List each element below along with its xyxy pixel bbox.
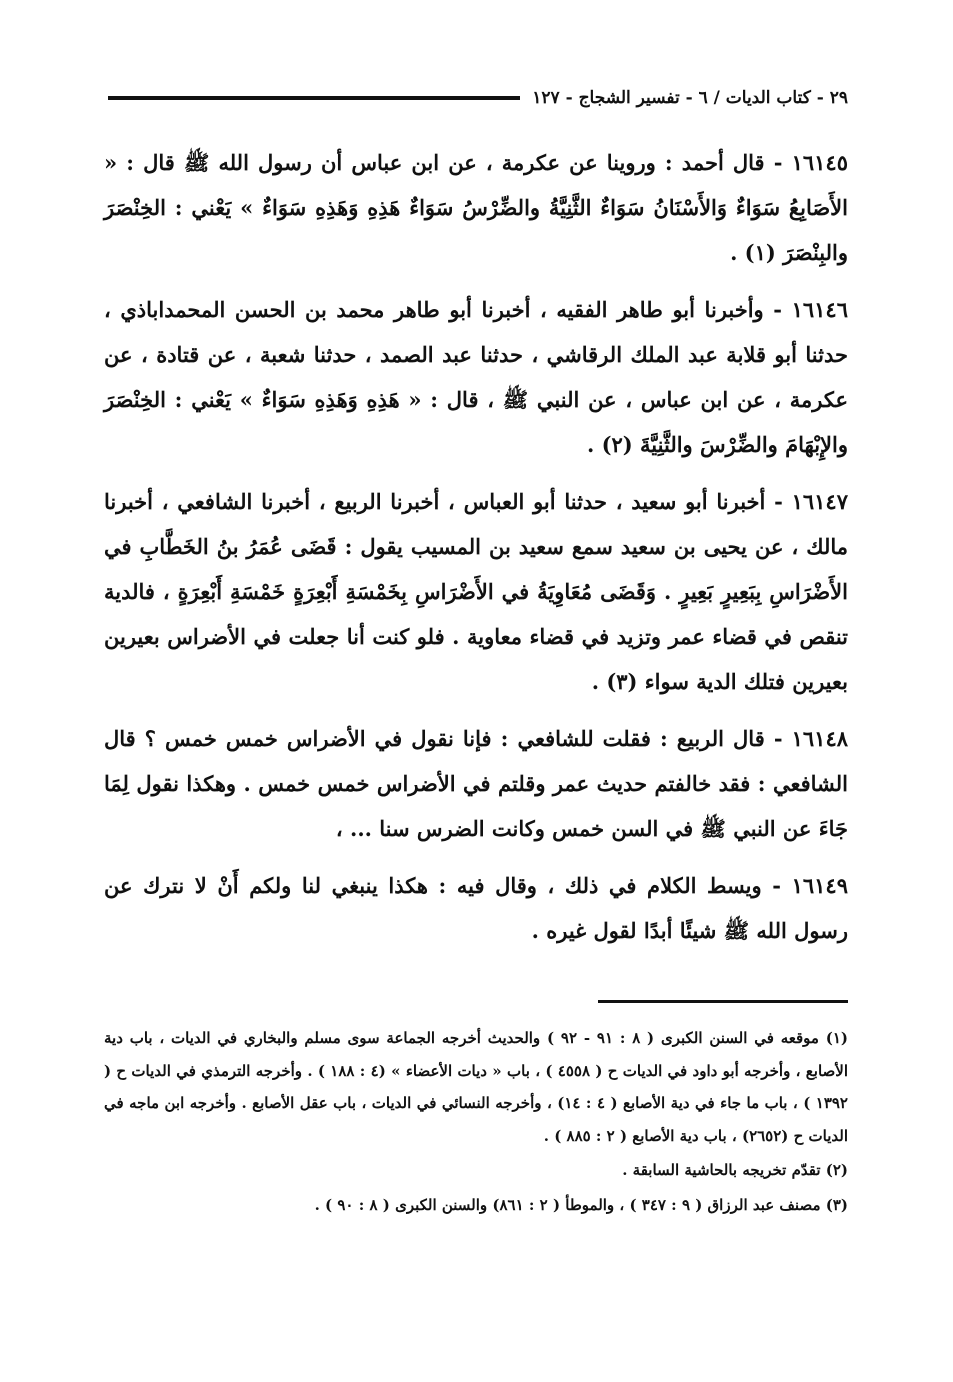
paragraph-16146: ١٦١٤٦ - وأخبرنا أبو طاهر الفقيه ، أخبرنا أبو طاهر محمد بن الحسن المحمداباذي ، حدثنا أبو قلابة عبد الملك الرقاشي ، حدثنا عبد الصمد ، حدثنا شعبة ، عن قتادة ، عن عكرمة ، عن ابن عباس ، عن النبي ﷺ ، قال : « هَذِهِ وَهَذِهِ سَوَاءٌ » يَعْني : الخِنْصَرَ والإِبْهَامَ والضِّرْسَ والثَّنِيَّةَ (٢) .: [104, 297, 848, 457]
header-rule: [108, 96, 520, 100]
paragraph-16148: ١٦١٤٨ - قال الربيع : فقلت للشافعي : فإنا نقول في الأضراس خمس خمس ؟ قال الشافعي : فقد خالفتم حديث عمر وقلتم في الأضراس خمس خمس . وهكذا نقول لِمَا جَاءَ عن النبي ﷺ في السن خمس وكانت الضرس سنا ... ،: [104, 726, 849, 841]
paragraph-16147: ١٦١٤٧ - أخبرنا أبو سعيد ، حدثنا أبو العباس ، أخبرنا الربيع ، أخبرنا الشافعي ، أخبرنا مالك ، عن يحيى بن سعيد سمع سعيد بن المسيب يقول : قَضَى عُمَرُ بنُ الخَطَّابِ في الأَضْرَاسِ بِبَعِيرٍ بَعِيرٍ . وَقَضَى مُعَاوِيَةُ في الأَضْرَاسِ بِخَمْسَةِ أَبْعِرَةٍ خَمْسَةِ أَبْعِرَةٍ ، فالدية تنقص في قضاء عمر وتزيد في قضاء معاوية . فلو كنت أنا جعلت في الأضراس بعيرين بعيرين فتلك الدية سواء (٣) .: [104, 489, 848, 694]
paragraph-text: قال أحمد : وروينا عن عكرمة ، عن ابن عباس أن رسول الله ﷺ قال : « الأَصَابِعُ سَوَاءٌ وَالأَسْنَانُ سَوَاءٌ الثَّنِيَّةُ والضِّرْسُ سَوَاءٌ هَذِهِ وَهَذِهِ سَوَاءٌ » يَعْني : الخِنْصَرَ والبِنْصَرَ (١) .: [104, 150, 848, 265]
paragraph-16145: ١٦١٤٥ - قال أحمد : وروينا عن عكرمة ، عن ابن عباس أن رسول الله ﷺ قال : « الأَصَابِعُ سَوَاءٌ وَالأَسْنَانُ سَوَاءٌ الثَّنِيَّةُ والضِّرْسُ سَوَاءٌ هَذِهِ وَهَذِهِ سَوَاءٌ » يَعْني : الخِنْصَرَ والبِنْصَرَ (١) .: [104, 150, 848, 265]
paragraph-16149: ١٦١٤٩ - ويسط الكلام في ذلك ، وقال فيه : هكذا ينبغي لنا ولكم أَنْ لا نترك عن رسول الله ﷺ شيئًا أبدًا لقول غيره .: [104, 873, 848, 943]
running-header: [108, 78, 848, 118]
paragraph-text: قال الربيع : فقلت للشافعي : فإنا نقول في الأضراس خمس خمس ؟ قال الشافعي : فقد خالفتم حديث عمر وقلتم في الأضراس خمس خمس . وهكذا نقول لِمَا جَاءَ عن النبي ﷺ في السن خمس وكانت الضرس سنا ... ،: [104, 726, 848, 841]
header-title: ٢٩ - كتاب الديات / ٦ - تفسير الشجاج - ١٢٧: [532, 88, 848, 108]
paragraph-number: ١٦١٤٨: [791, 726, 849, 751]
paragraph-text: ويسط الكلام في ذلك ، وقال فيه : هكذا ينبغي لنا ولكم أَنْ لا نترك عن رسول الله ﷺ شيئًا أبدًا لقول غيره .: [104, 873, 848, 943]
paragraph-number: ١٦١٤٧: [791, 489, 848, 514]
paragraph-text: أخبرنا أبو سعيد ، حدثنا أبو العباس ، أخبرنا الربيع ، أخبرنا الشافعي ، أخبرنا مالك ، عن يحيى بن سعيد سمع سعيد بن المسيب يقول : قَضَى عُمَرُ بنُ الخَطَّابِ في الأَضْرَاسِ بِبَعِيرٍ بَعِيرٍ . وَقَضَى مُعَاوِيَةُ في الأَضْرَاسِ بِخَمْسَةِ أَبْعِرَةٍ خَمْسَةِ أَبْعِرَةٍ ، فالدية تنقص في قضاء عمر وتزيد في قضاء معاوية . فلو كنت أنا جعلت في الأضراس بعيرين بعيرين فتلك الدية سواء (٣) .: [104, 489, 848, 694]
footnote-2: (٢) تقدّم تخريجه بالحاشية السابقة .: [622, 1161, 848, 1179]
footnote-1: (١) موقعه في السنن الكبرى ( ٨ : ٩١ - ٩٢ ) والحديث أخرجه الجماعة سوى مسلم والبخاري في الديات ، باب دية الأصابع ، وأخرجه أبو داود في الديات ح ( ٤٥٥٨ ) ، باب « ديات الأعضاء » (٤ : ١٨٨ ) . وأخرجه الترمذي في الديات ح ( ١٣٩٢ ) ، باب ما جاء في دية الأصابع ( ٤ : ١٤) ، وأخرجه النسائي في الديات ، باب عقل الأصابع . وأخرجه ابن ماجه في الديات ح (٢٦٥٢) ، باب دية الأصابع ( ٢ : ٨٨٥ ) .: [104, 1029, 849, 1145]
main-text: [104, 140, 848, 965]
footnote-3: (٣) مصنف عبد الرزاق ( ٩ : ٣٤٧ ) ، والموطأ ( ٢ : ٨٦١) والسنن الكبرى ( ٨ : ٩٠ ) .: [314, 1195, 848, 1214]
paragraph-number: ١٦١٤٩: [791, 873, 848, 898]
footnotes: [104, 1022, 848, 1223]
paragraph-number: ١٦١٤٥: [791, 150, 848, 175]
footnote-separator: [598, 1000, 848, 1003]
paragraph-text: وأخبرنا أبو طاهر الفقيه ، أخبرنا أبو طاهر محمد بن الحسن المحمداباذي ، حدثنا أبو قلابة عبد الملك الرقاشي ، حدثنا عبد الصمد ، حدثنا شعبة ، عن قتادة ، عن عكرمة ، عن ابن عباس ، عن النبي ﷺ ، قال : « هَذِهِ وَهَذِهِ سَوَاءٌ » يَعْني : الخِنْصَرَ والإِبْهَامَ والضِّرْسَ والثَّنِيَّةَ (٢) .: [104, 297, 848, 457]
paragraph-number: ١٦١٤٦: [791, 297, 848, 322]
